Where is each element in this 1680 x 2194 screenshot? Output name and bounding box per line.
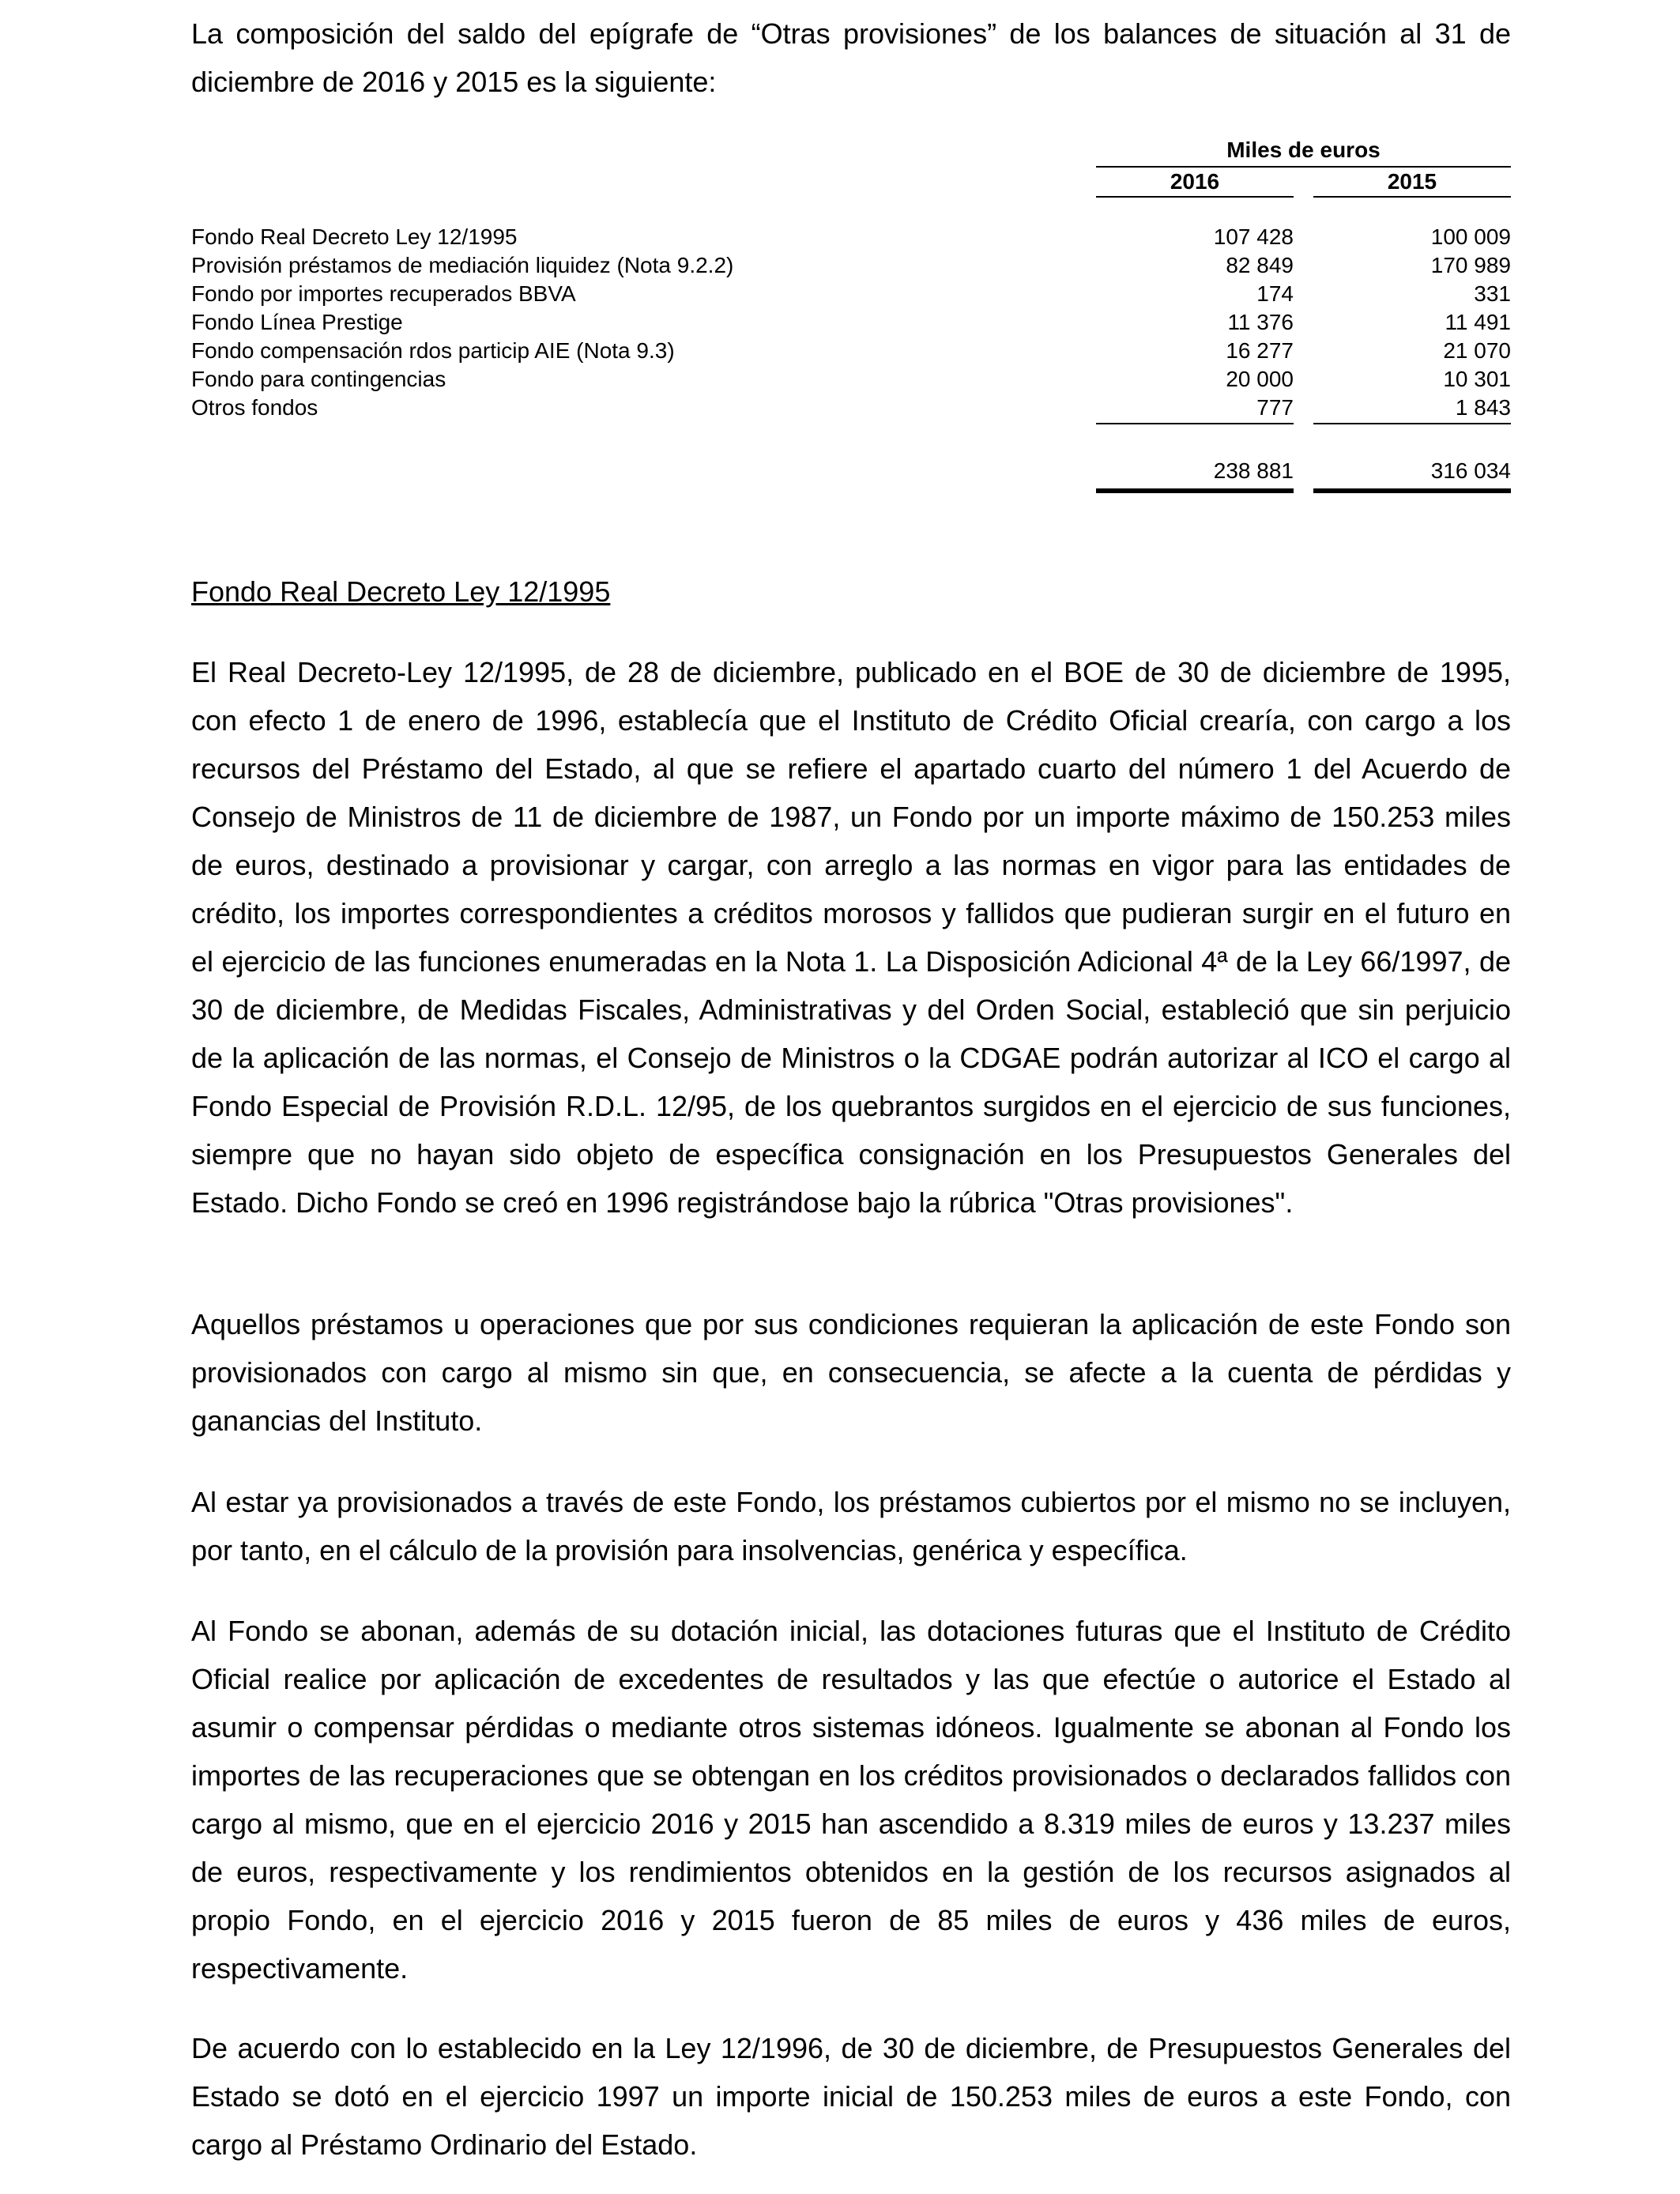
row-value-2015: 10 301 bbox=[1443, 367, 1511, 391]
section-heading: Fondo Real Decreto Ley 12/1995 bbox=[191, 575, 611, 608]
year-rule-2015 bbox=[1313, 196, 1511, 198]
paragraph: Al Fondo se abonan, además de su dotación inicial, las dotaciones futuras que el Instituto de Crédito Oficial realice por aplicación de excedentes de resultados y las que efectúe o autorice el Estado al asumir o compensar pérdidas o mediante otros sistemas idóneos. Igualmente se abonan al Fondo los importes de las recuperaciones que se obtengan en los créditos provisionados o declarados fallidos con cargo al mismo, que en el ejercicio 2016 y 2015 han ascendido a 8.319 miles de euros y 13.237 miles de euros, respectivamente y los rendimientos obtenidos en la gestión de los recursos asignados al propio Fondo, en el ejercicio 2016 y 2015 fueron de 85 miles de euros y 436 miles de euros, respectivamente. bbox=[191, 1615, 1511, 1985]
row-value-2016: 20 000 bbox=[1226, 367, 1294, 391]
row-label: Fondo por importes recuperados BBVA bbox=[191, 281, 576, 306]
total-value-2016: 238 881 bbox=[1213, 458, 1294, 483]
row-label: Otros fondos bbox=[191, 395, 318, 420]
row-label: Fondo compensación rdos particip AIE (Nota 9.3) bbox=[191, 338, 675, 363]
table-row bbox=[191, 251, 1511, 280]
row-value-2016: 174 bbox=[1256, 281, 1294, 306]
table-row bbox=[191, 223, 1511, 251]
total-rule-2016 bbox=[1096, 488, 1294, 493]
paragraph: Aquellos préstamos u operaciones que por sus condiciones requieran la aplicación de este Fondo son provisionados con cargo al mismo sin que, en consecuencia, se afecte a la cuenta de pérdidas y ganancias del Instituto. bbox=[191, 1308, 1511, 1437]
row-value-2015: 21 070 bbox=[1443, 338, 1511, 363]
year-header-2016: 2016 bbox=[1170, 169, 1220, 194]
sum-rule-2016 bbox=[1096, 423, 1294, 424]
year-rule-2016 bbox=[1096, 196, 1294, 198]
row-value-2016: 16 277 bbox=[1226, 338, 1294, 363]
paragraph: El Real Decreto-Ley 12/1995, de 28 de diciembre, publicado en el BOE de 30 de diciembre de 1995, con efecto 1 de enero de 1996, establecía que el Instituto de Crédito Oficial crearía, con cargo a los recursos del Préstamo del Estado, al que se refiere el apartado cuarto del número 1 del Acuerdo de Consejo de Ministros de 11 de diciembre de 1987, un Fondo por un importe máximo de 150.253 miles de euros, destinado a provisionar y cargar, con arreglo a las normas en vigor para las entidades de crédito, los importes correspondientes a créditos morosos y fallidos que pudieran surgir en el futuro en el ejercicio de las funciones enumeradas en la Nota 1. La Disposición Adicional 4ª de la Ley 66/1997, de 30 de diciembre, de Medidas Fiscales, Administrativas y del Orden Social, estableció que sin perjuicio de la aplicación de las normas, el Consejo de Ministros o la CDGAE podrán autorizar al ICO el cargo al Fondo Especial de Provisión R.D.L. 12/95, de los quebrantos surgidos en el ejercicio de sus funciones, siempre que no hayan sido objeto de específica consignación en los Presupuestos Generales del Estado. Dicho Fondo se creó en 1996 registrándose bajo la rúbrica "Otras provisiones". bbox=[191, 656, 1511, 1219]
row-value-2015: 1 843 bbox=[1455, 395, 1511, 420]
row-value-2016: 107 428 bbox=[1213, 224, 1294, 249]
total-rule-2015 bbox=[1313, 488, 1511, 493]
row-label: Fondo para contingencias bbox=[191, 367, 446, 391]
paragraph: De acuerdo con lo establecido en la Ley 12/1996, de 30 de diciembre, de Presupuestos Generales del Estado se dotó en el ejercicio 1997 un importe inicial de 150.253 miles de euros a este Fondo, con cargo al Préstamo Ordinario del Estado. bbox=[191, 2032, 1511, 2161]
row-label: Fondo Línea Prestige bbox=[191, 310, 403, 334]
sum-rule-2015 bbox=[1313, 423, 1511, 424]
row-label: Provisión préstamos de mediación liquidez (Nota 9.2.2) bbox=[191, 253, 734, 277]
table-row bbox=[191, 337, 1511, 365]
table-row bbox=[191, 394, 1511, 422]
table-row bbox=[191, 280, 1511, 308]
intro-paragraph: La composición del saldo del epígrafe de “Otras provisiones” de los balances de situación al 31 de diciembre de 2016 y 2015 es la siguiente: bbox=[191, 17, 1511, 98]
row-value-2015: 170 989 bbox=[1430, 253, 1511, 277]
total-row bbox=[191, 457, 1511, 485]
table-row bbox=[191, 308, 1511, 337]
row-value-2015: 331 bbox=[1474, 281, 1511, 306]
table-row bbox=[191, 365, 1511, 394]
paragraph: Al estar ya provisionados a través de este Fondo, los préstamos cubiertos por el mismo no se incluyen, por tanto, en el cálculo de la provisión para insolvencias, genérica y específica. bbox=[191, 1486, 1511, 1566]
row-value-2016: 777 bbox=[1256, 395, 1294, 420]
year-header-2015: 2015 bbox=[1387, 169, 1437, 194]
row-label: Fondo Real Decreto Ley 12/1995 bbox=[191, 224, 518, 249]
units-header: Miles de euros bbox=[1226, 138, 1381, 162]
row-value-2016: 11 376 bbox=[1227, 310, 1294, 334]
row-value-2015: 100 009 bbox=[1430, 224, 1511, 249]
row-value-2015: 11 491 bbox=[1445, 310, 1511, 334]
table-body bbox=[191, 223, 1511, 422]
total-value-2015: 316 034 bbox=[1430, 458, 1511, 483]
row-value-2016: 82 849 bbox=[1226, 253, 1294, 277]
